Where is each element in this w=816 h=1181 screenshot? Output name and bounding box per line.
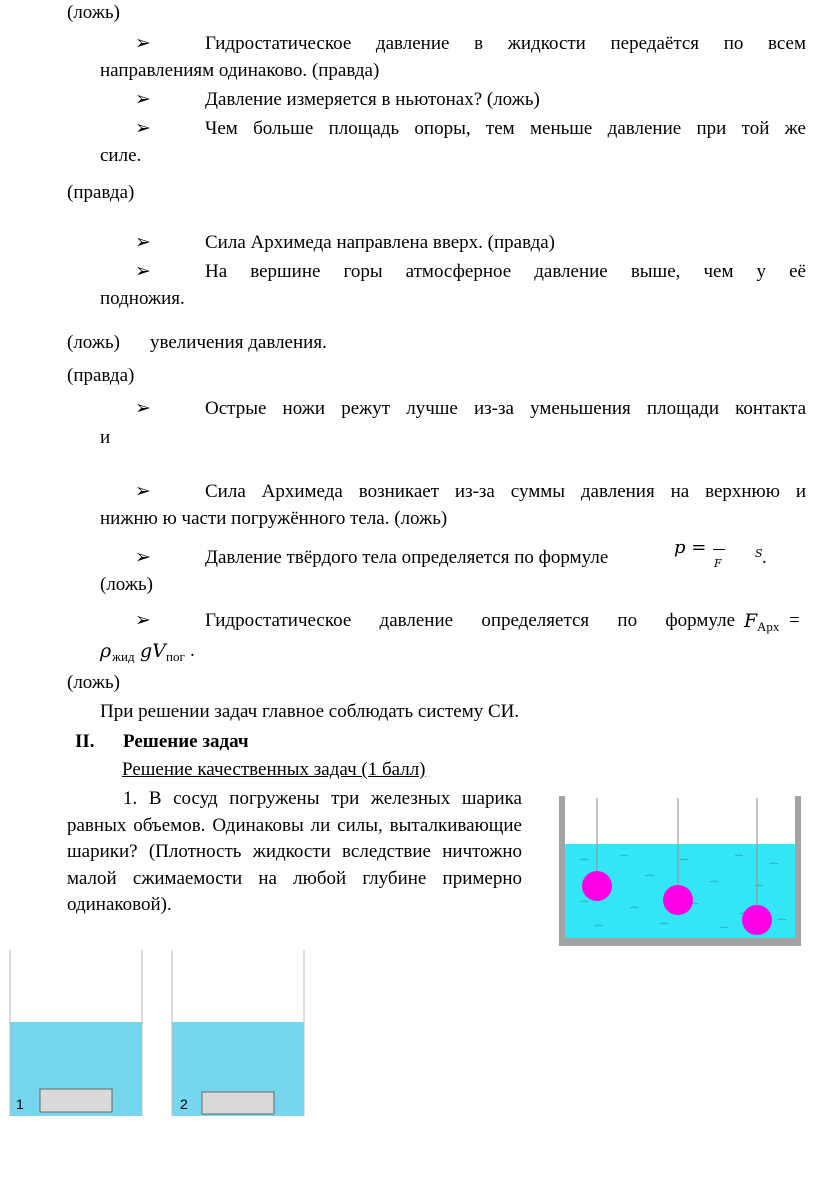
statement-solid-pressure: Давление твёрдого тела определяется по формуле: [205, 547, 609, 568]
vessel-three-balls-figure: [550, 790, 810, 950]
statement-mountain-line2: подножия.: [100, 288, 185, 309]
formula-fraction-bar: [713, 549, 725, 550]
formula-end-dot: .: [190, 640, 195, 661]
bullet-arrow-icon: ➢: [135, 481, 151, 502]
statement-area-line2: силе.: [100, 145, 142, 166]
vessel-1-figure: [6, 946, 146, 1118]
statement-knives-line1: Острые ножи режут лучше из-за уменьшения площади контакта: [205, 398, 806, 419]
si-note: При решении задач главное соблюдать систему СИ.: [100, 701, 520, 722]
answer-false-1: (ложь): [67, 2, 120, 23]
formula-sub-liquid: жид: [112, 649, 135, 664]
bullet-arrow-icon: ➢: [135, 232, 151, 253]
task-1-text: 1. В сосуд погружены три железных шарика равных объемов. Одинаковы ли силы, выталкивающие шарики? (Плотность жидкости вследствие ничтожно малой сжимаемости на любой глубине примерно одинаковой).: [67, 788, 522, 915]
formula-equals: =: [789, 610, 800, 631]
answer-false-4: (ложь): [67, 672, 120, 693]
statement-archimedes-cause-line2: нижню ю части погружённого тела. (ложь): [100, 508, 448, 529]
vessel-1-label: 1: [16, 1096, 24, 1112]
statement-archimedes-cause-line1: Сила Архимеда возникает из-за суммы давления на верхнюю и: [205, 481, 806, 502]
statement-hydrostatic-formula: Гидростатическое давление определяется по формуле: [205, 610, 735, 631]
formula-sub-arch: Арх: [757, 619, 780, 634]
formula-F-arch: F: [744, 610, 758, 632]
vessel-2-figure: [168, 946, 308, 1118]
vessel-1-block: [40, 1089, 112, 1112]
formula-sub-pog: пог: [166, 649, 185, 664]
vessel-2-label: 2: [180, 1096, 188, 1112]
answer-false-2: (ложь): [67, 332, 120, 353]
formula-gV: gV: [140, 640, 166, 662]
statement-mountain-line1: На вершине горы атмосферное давление выше, чем у её: [205, 261, 806, 282]
ball-3: [742, 905, 772, 935]
formula-dot: .: [762, 547, 767, 568]
statement-area-line1: Чем больше площадь опоры, тем меньше давление при той же: [205, 118, 806, 139]
subsection-title: Решение качественных задач (1 балл): [122, 759, 426, 780]
bullet-arrow-icon: ➢: [135, 89, 151, 110]
ball-2: [663, 885, 693, 915]
section-title: Решение задач: [123, 731, 249, 752]
section-number: II.: [75, 731, 95, 752]
vessel-left-wall: [559, 796, 565, 946]
bullet-arrow-icon: ➢: [135, 261, 151, 282]
formula-F: F: [714, 557, 722, 570]
statement-newtons: Давление измеряется в ньютонах? (ложь): [205, 89, 540, 110]
bullet-arrow-icon: ➢: [135, 547, 151, 568]
continuation-pressure: увеличения давления.: [150, 332, 327, 353]
vessel-right-wall: [795, 796, 801, 946]
statement-knives-line2: и: [100, 427, 111, 448]
statement-hydrostatic-line1: Гидростатическое давление в жидкости передаётся по всем: [205, 33, 806, 54]
formula-S: S: [755, 547, 763, 560]
statement-archimedes-up: Сила Архимеда направлена вверх. (правда): [205, 232, 556, 253]
ball-1: [582, 871, 612, 901]
answer-false-3: (ложь): [100, 574, 153, 595]
answer-true-2: (правда): [67, 365, 135, 386]
formula-rho: ρ: [100, 640, 112, 662]
answer-true-1: (правда): [67, 182, 135, 203]
bullet-arrow-icon: ➢: [135, 398, 151, 419]
vessel-2-block: [202, 1092, 274, 1114]
bullet-arrow-icon: ➢: [135, 118, 151, 139]
vessel-bottom: [559, 938, 801, 946]
bullet-arrow-icon: ➢: [135, 33, 151, 54]
formula-p-equals: p =: [674, 537, 707, 558]
statement-hydrostatic-line2: направлениям одинаково. (правда): [100, 60, 380, 81]
bullet-arrow-icon: ➢: [135, 610, 151, 631]
